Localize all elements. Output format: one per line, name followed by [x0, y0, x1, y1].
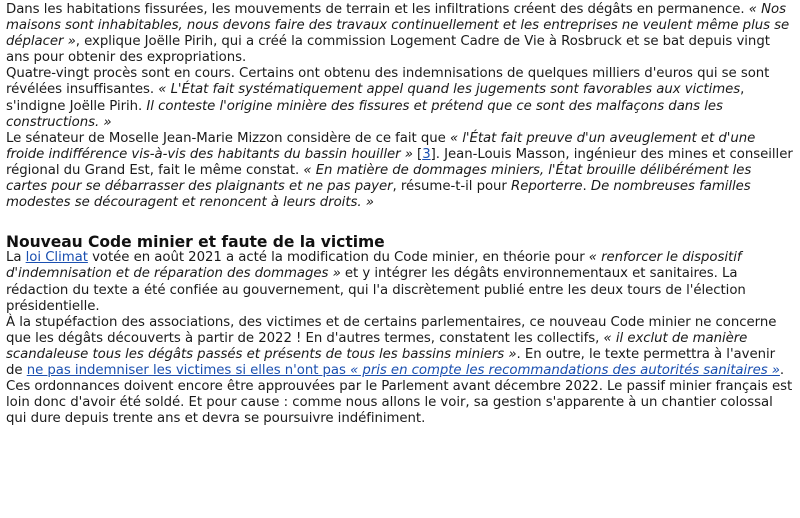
text-segment: Ces ordonnances doivent encore être approuvées par le Parlement avant décembre 2022. Le passif minier français est loin donc d'avoir été soldé. Et pour cause : comme nous allons le voir, sa gestion s'apparente à un chantier colossal qui dure depuis trente ans et devra se poursuivre indéfiniment. — [6, 379, 793, 427]
quote: « renforcer le dispositif d'indemnisation et de réparation des dommages » — [6, 250, 742, 282]
paragraph-lawsuits — [6, 66, 794, 130]
text-segment: [ — [412, 146, 423, 162]
section-heading: Nouveau Code minier et faute de la victime — [6, 233, 385, 252]
quote: « L'État fait systématiquement appel quand les jugements sont favorables aux victimes — [158, 82, 741, 98]
loi-climat-link[interactable]: loi Climat — [25, 250, 88, 266]
text-segment: , explique Joëlle Pirih, qui a créé la commission Logement Cadre de Vie à Rosbruck et se bat depuis vingt ans pour obtenir des expropriations. — [6, 34, 770, 66]
text-segment: ]. Jean-Louis Masson, ingénieur des mines et conseiller régional du Grand Est, fait le même constat. — [6, 146, 793, 178]
text-segment: Le sénateur de Moselle Jean-Marie Mizzon considère de ce fait que — [6, 130, 450, 146]
quote: « En matière de dommages miniers, l'État brouille délibérément les cartes pour se débarrasser des plaignants et ne pas payer — [6, 162, 752, 195]
victims-compensation-link[interactable] — [27, 363, 780, 378]
quote: « l'État fait preuve d'un aveuglement et d'une froide indifférence vis-à-vis des habitants du bassin houiller » — [6, 130, 756, 162]
quote: De nombreuses familles modestes se découragent et renoncent à leurs droits. » — [6, 179, 751, 211]
quote: « il exclut de manière scandaleuse tous les dégâts passés et présents de tous les bassins miniers » — [6, 330, 748, 362]
text-segment: La — [6, 250, 26, 266]
quote: Il conteste l'origine minière des fissures et prétend que ce sont des malfaçons dans les constructions. » — [6, 98, 723, 130]
article-body — [6, 2, 794, 427]
text-segment: . — [779, 362, 785, 378]
paragraph-ordonnances — [6, 379, 794, 427]
link-quote: « pris en compte les recommandations des autorités sanitaires » — [350, 362, 780, 378]
footnote-link-3[interactable]: 3 — [422, 146, 431, 162]
link-text: ne pas indemniser les victimes si elles n'ont pas — [26, 362, 351, 378]
paragraph-loi-climat — [6, 250, 794, 314]
paragraph-senator — [6, 131, 794, 211]
text-segment: , résume-t-il pour — [392, 179, 512, 195]
text-segment: Quatre-vingt procès sont en cours. Certains ont obtenu des indemnisations de quelques milliers d'euros qui se sont révélées insuffisantes. — [6, 66, 770, 98]
text-segment: , s'indigne Joëlle Pirih. — [6, 82, 745, 114]
text-segment: Dans les habitations fissurées, les mouvements de terrain et les infiltrations créent des dégâts en permanence. — [6, 2, 749, 17]
quote: « Nos maisons sont inhabitables, nous devons faire des travaux continuellement et les entreprises ne veulent même plus se déplacer » — [6, 2, 790, 50]
publication-name: Reporterre — [511, 179, 583, 195]
paragraph-new-code — [6, 315, 794, 379]
paragraph-damage-description — [6, 2, 794, 66]
text-segment: et y intégrer les dégâts environnementaux et sanitaires. La rédaction du texte a été confiée au gouvernement, qui l'a discrètement publié entre les deux tours de l'élection présidentielle. — [6, 266, 746, 314]
text-segment: . — [582, 179, 591, 195]
text-segment: À la stupéfaction des associations, des victimes et de certains parlementaires, ce nouveau Code minier ne concerne que les dégâts découverts à partir de 2022 ! En d'autres termes, constatent les collectifs, — [6, 314, 777, 346]
text-segment: votée en août 2021 a acté la modification du Code minier, en théorie pour — [87, 250, 589, 266]
paragraph-spacer — [6, 211, 794, 234]
text-segment: . En outre, le texte permettra à l'avenir de — [6, 346, 776, 378]
